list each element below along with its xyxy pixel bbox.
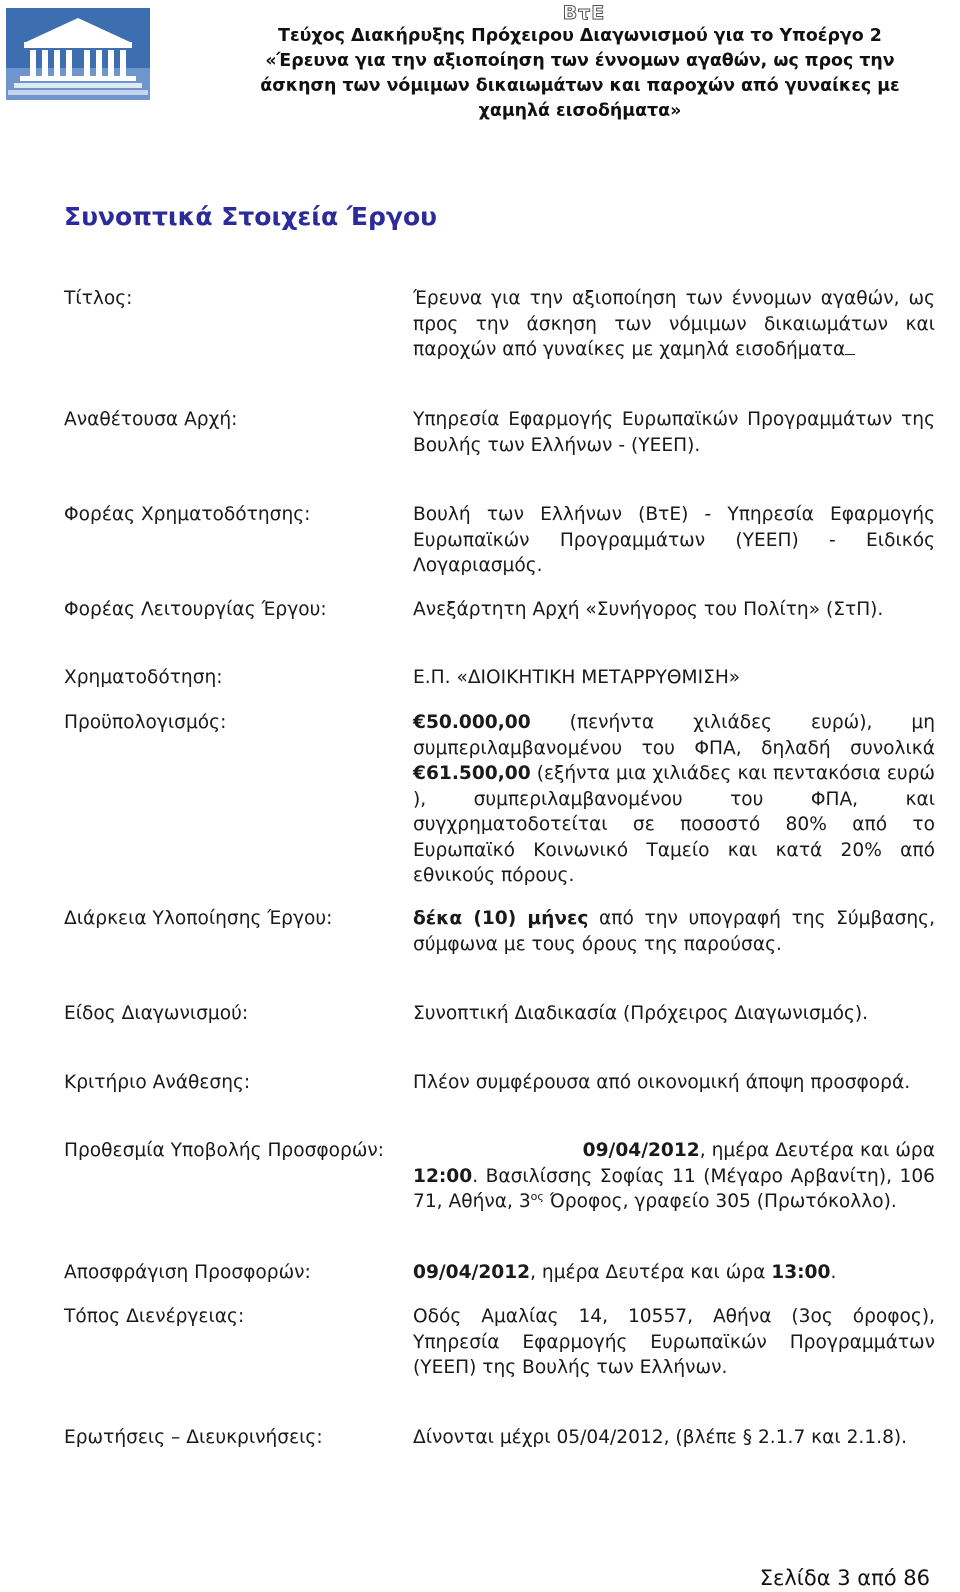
section-title: Συνοπτικά Στοιχεία Έργου — [64, 202, 438, 231]
header-title-line: χαμηλά εισοδήματα» — [478, 101, 682, 121]
text-cursor — [845, 340, 855, 355]
header-title-line: Τεύχος Διακήρυξης Πρόχειρου Διαγωνισμού για το Υποέργο 2 — [278, 26, 882, 46]
field-label: Ερωτήσεις – Διευκρινήσεις: — [64, 1427, 323, 1448]
field-label: Προθεσμία Υποβολής Προσφορών: — [64, 1140, 385, 1161]
budget-amount: €50.000,00 — [413, 712, 531, 733]
field-label: Είδος Διαγωνισμού: — [64, 1003, 249, 1024]
deadline-first-line: 09/04/2012, ημέρα Δευτέρα και ώρα — [582, 1140, 935, 1161]
field-label: Χρηματοδότηση: — [64, 667, 223, 688]
field-label: Φορέας Χρηματοδότησης: — [64, 504, 311, 525]
field-value: Συνοπτική Διαδικασία (Πρόχειρος Διαγωνισμός). — [413, 1003, 869, 1024]
field-label: Κριτήριο Ανάθεσης: — [64, 1072, 251, 1093]
budget-total: €61.500,00 — [413, 763, 531, 784]
field-value: Οδός Αμαλίας 14, 10557, Αθήνα (3ος όροφος), Υπηρεσία Εφαρμογής Ευρωπαϊκών Προγραμμάτων (ΥΕΕΠ) της Βουλής των Ελλήνων. — [413, 1306, 935, 1378]
field-value: δέκα (10) μήνες από την υπογραφή της Σύμβασης, σύμφωνα με τους όρους της παρούσας. — [413, 908, 935, 955]
field-value: Πλέον συμφέρουσα από οικονομική άποψη προσφορά. — [413, 1072, 911, 1093]
field-label: Διάρκεια Υλοποίησης Έργου: — [64, 908, 333, 929]
field-label: Τόπος Διενέργειας: — [64, 1306, 245, 1327]
field-value: Δίνονται μέχρι 05/04/2012, (βλέπε § 2.1.7 και 2.1.8). — [413, 1427, 908, 1448]
header-title-line: «Έρευνα για την αξιοποίηση των έννομων αγαθών, ως προς την — [265, 51, 895, 71]
page-number: Σελίδα 3 από 86 — [759, 1566, 930, 1590]
bte-mark: ΒτΕ — [562, 2, 606, 24]
header-title-line: άσκηση των νόμιμων δικαιωμάτων και παροχών από γυναίκες με — [260, 76, 900, 96]
field-value: Υπηρεσία Εφαρμογής Ευρωπαϊκών Προγραμμάτων της Βουλής των Ελλήνων - (ΥΕΕΠ). — [413, 409, 935, 456]
duration-bold: δέκα (10) μήνες — [413, 908, 589, 929]
field-value: Ανεξάρτητη Αρχή «Συνήγορος του Πολίτη» (ΣτΠ). — [413, 599, 884, 620]
field-label: Προϋπολογισμός: — [64, 712, 227, 733]
field-value: €50.000,00 (πενήντα χιλιάδες ευρώ), μη συμπεριλαμβανομένου του ΦΠΑ, δηλαδή συνολικά €61.500,00 (εξήντα μια χιλιάδες και πεντακόσια ευρώ ), συμπεριλαμβανομένου του ΦΠΑ, και συγχρηματοδοτείται σε ποσοστό 80% από το Ευρωπαϊκό Κοινωνικό Ταμείο και κατά 20% από εθνικούς πόρους. — [413, 712, 935, 886]
field-value: Ε.Π. «ΔΙΟΙΚΗΤΙΚΗ ΜΕΤΑΡΡΥΘΜΙΣΗ» — [413, 667, 741, 688]
field-value: Έρευνα για την αξιοποίηση των έννομων αγαθών, ως προς την άσκηση των νόμιμων δικαιωμάτων και παροχών από γυναίκες με χαμηλά εισοδήματα — [413, 288, 935, 360]
field-label: Φορέας Λειτουργίας Έργου: — [64, 599, 327, 620]
field-value: 09/04/2012, ημέρα Δευτέρα και ώρα 13:00. — [413, 1262, 837, 1283]
field-label: Αποσφράγιση Προσφορών: — [64, 1262, 311, 1283]
field-value: Βουλή των Ελλήνων (ΒτΕ) - Υπηρεσία Εφαρμογής Ευρωπαϊκών Προγραμμάτων (ΥΕΕΠ) - Ειδικός Λογαριασμός. — [413, 504, 935, 576]
field-label: Αναθέτουσα Αρχή: — [64, 409, 238, 430]
parliament-logo — [6, 8, 150, 100]
field-label: Τίτλος: — [64, 288, 133, 309]
deadline-rest: 12:00. Βασιλίσσης Σοφίας 11 (Μέγαρο Αρβανίτη), 106 71, Αθήνα, $3^{o\varsigma}$ Όροφος, γραφείο 305 (Πρωτόκολλο). — [413, 1165, 935, 1212]
document-header-title — [206, 24, 954, 124]
